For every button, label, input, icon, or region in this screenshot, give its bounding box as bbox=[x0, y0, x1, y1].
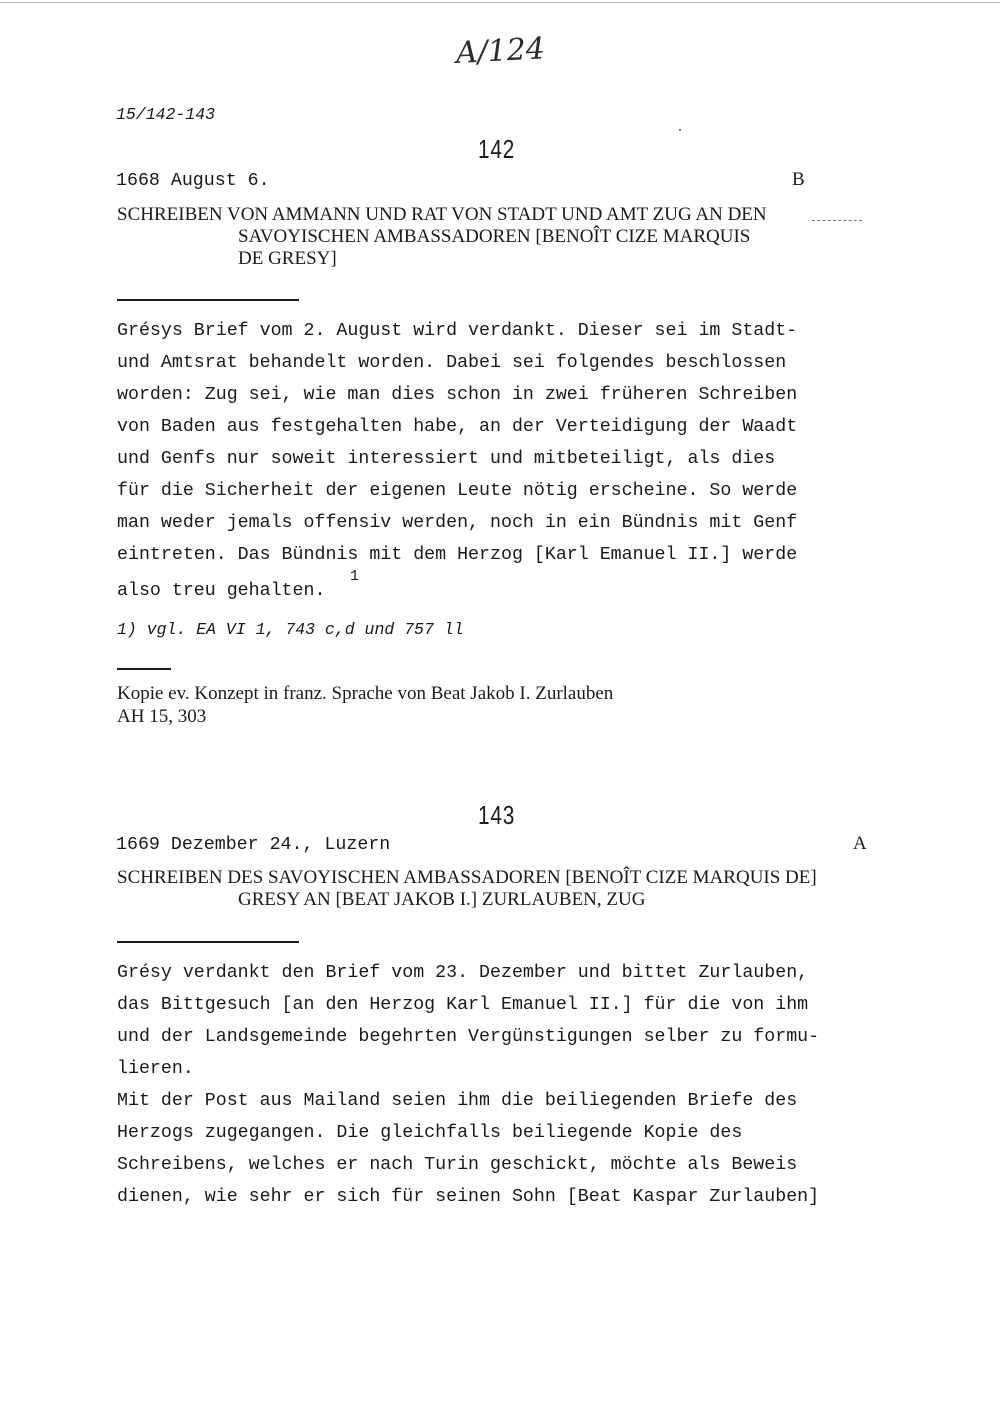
document-142-code: B bbox=[792, 169, 805, 190]
document-142-title-line-3: DE GRESY] bbox=[238, 248, 337, 269]
document-143-body-line: Grésy verdankt den Brief vom 23. Dezember und bittet Zurlauben, bbox=[117, 963, 809, 983]
document-142-body-line: worden: Zug sei, wie man dies schon in zwei früheren Schreiben bbox=[117, 385, 798, 405]
document-143-body-line: dienen, wie sehr er sich für seinen Sohn [Beat Kaspar Zurlauben] bbox=[117, 1187, 820, 1207]
document-number-143: 143 bbox=[478, 800, 516, 830]
document-142-source-line-2: AH 15, 303 bbox=[117, 706, 207, 727]
document-142-source-line-1: Kopie ev. Konzept in franz. Sprache von Beat Jakob I. Zurlauben bbox=[117, 683, 614, 704]
document-142-body-line: von Baden aus festgehalten habe, an der Verteidigung der Waadt bbox=[117, 417, 798, 437]
document-143-body-line: Mit der Post aus Mailand seien ihm die beiliegenden Briefe des bbox=[117, 1091, 798, 1111]
document-143-body-line: Schreibens, welches er nach Turin geschickt, möchte als Beweis bbox=[117, 1155, 798, 1175]
document-142-title-line-1: SCHREIBEN VON AMMANN UND RAT VON STADT UND AMT ZUG AN DEN bbox=[117, 204, 767, 225]
document-142-body-line: und Genfs nur soweit interessiert und mitbeteiligt, als dies bbox=[117, 449, 776, 469]
document-143-body-line: lieren. bbox=[117, 1059, 194, 1079]
document-142-body-line: eintreten. Das Bündnis mit dem Herzog [Karl Emanuel II.] werde bbox=[117, 545, 798, 565]
document-143-date: 1669 Dezember 24., Luzern bbox=[116, 835, 391, 855]
document-143-separator bbox=[117, 941, 299, 943]
handwritten-archive-mark: A/124 bbox=[455, 31, 546, 71]
document-142-title-line-2: SAVOYISCHEN AMBASSADOREN [BENOÎT CIZE MARQUIS bbox=[238, 226, 751, 247]
stray-mark bbox=[679, 129, 681, 131]
document-142-body-line: also treu gehalten. bbox=[117, 581, 326, 601]
footnote-reference-marker: 1 bbox=[350, 568, 360, 585]
document-142-separator bbox=[117, 299, 299, 301]
document-143-code: A bbox=[853, 833, 867, 854]
document-142-footnote: 1) vgl. EA VI 1, 743 c,d und 757 ll bbox=[117, 620, 464, 639]
document-142-body-line: Grésys Brief vom 2. August wird verdankt. Dieser sei im Stadt- bbox=[117, 321, 798, 341]
page-reference: 15/142-143 bbox=[116, 105, 216, 124]
document-143-body-line: Herzogs zugegangen. Die gleichfalls beiliegende Kopie des bbox=[117, 1123, 743, 1143]
footnote-separator bbox=[117, 668, 171, 670]
document-143-body-line: und der Landsgemeinde begehrten Vergünstigungen selber zu formu- bbox=[117, 1027, 820, 1047]
document-number-142: 142 bbox=[478, 134, 516, 164]
document-143-title-line-1: SCHREIBEN DES SAVOYISCHEN AMBASSADOREN [BENOÎT CIZE MARQUIS DE] bbox=[117, 867, 817, 888]
document-142-body-line: und Amtsrat behandelt worden. Dabei sei folgendes beschlossen bbox=[117, 353, 787, 373]
document-143-title-line-2: GRESY AN [BEAT JAKOB I.] ZURLAUBEN, ZUG bbox=[238, 889, 646, 910]
title-dash-tail bbox=[812, 220, 862, 222]
document-142-body-line: für die Sicherheit der eigenen Leute nötig erscheine. So werde bbox=[117, 481, 798, 501]
document-142-body-line: man weder jemals offensiv werden, noch in ein Bündnis mit Genf bbox=[117, 513, 798, 533]
page-top-edge bbox=[0, 2, 1000, 3]
document-143-body-line: das Bittgesuch [an den Herzog Karl Emanuel II.] für die von ihm bbox=[117, 995, 809, 1015]
document-142-date: 1668 August 6. bbox=[116, 171, 270, 191]
